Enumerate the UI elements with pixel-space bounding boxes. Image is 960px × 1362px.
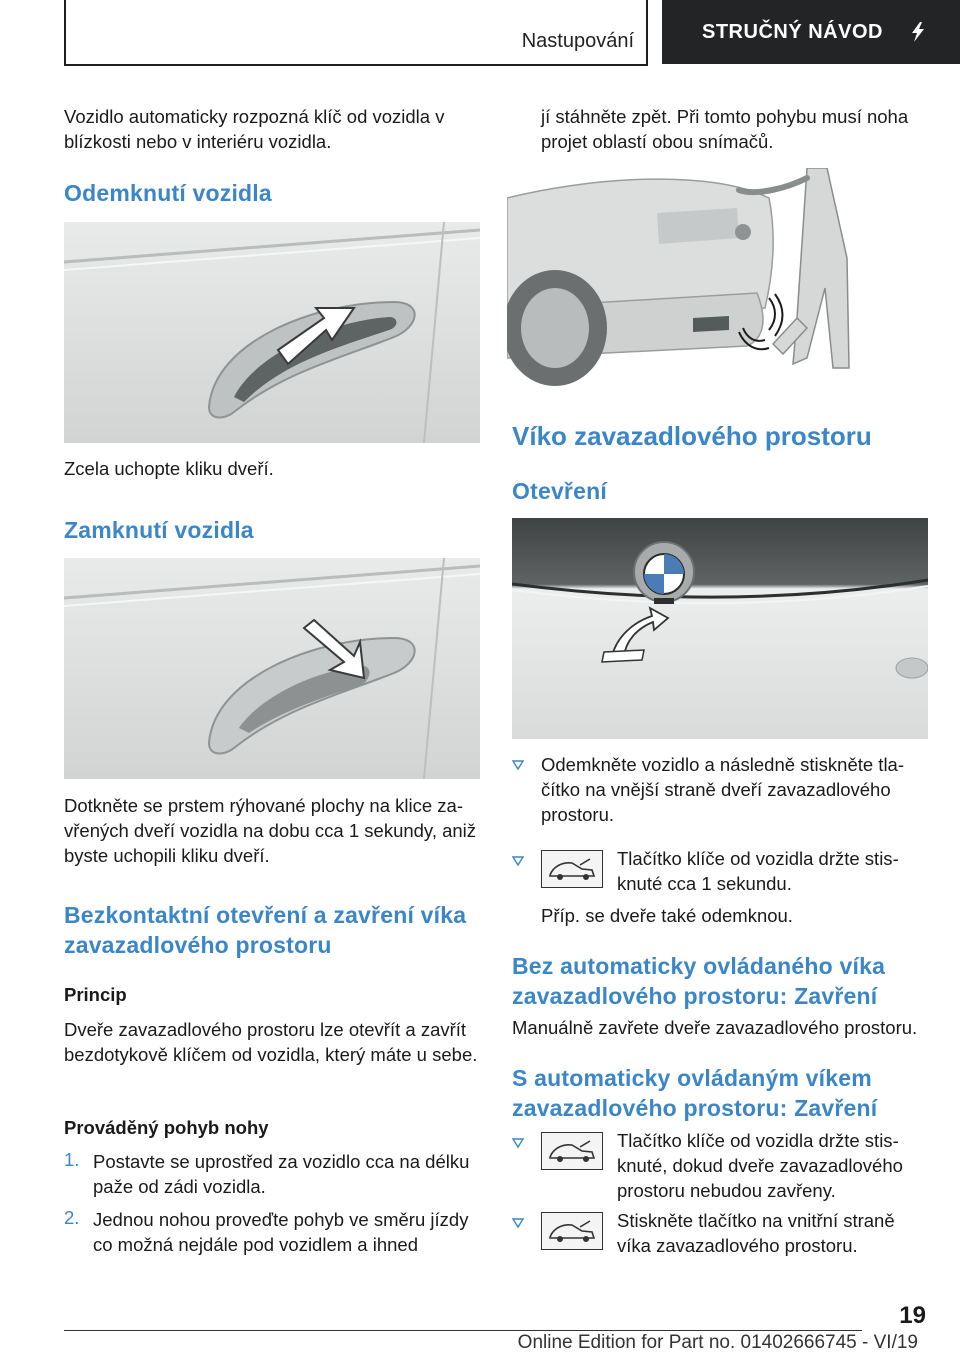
triangle-bullet-icon [512,1137,524,1149]
principle-text: Dveře zavazadlového prostoru lze otevřít a zavřít bezdotykově klíčem od vozidla, který máte u sebe. [64,1019,478,1065]
manual-close-heading: Bez automaticky ovládaného víka zavazadlového prostoru: Zavření [512,953,886,1009]
footer-rule [64,1330,862,1331]
edition-note: Online Edition for Part no. 01402666745 - VI/19 [517,1332,918,1353]
trunk-heading: Víko zavazadlového prostoru [512,421,872,451]
key-trunk-button-icon [541,1212,603,1250]
principle-label: Princip [64,984,127,1005]
step-2-text: Jednou nohou proveďte pohyb ve směru jízdy co možná nejdále pod vozidlem a ihned [93,1209,469,1255]
open-note: Příp. se dveře také odemknou. [541,905,793,926]
open-bullet-1: Odemkněte vozidlo a následně stiskněte tlačítko na vnější straně dveří zavazadlového prostoru. [541,754,905,825]
open-heading: Otevření [512,478,607,504]
door-handle-unlock-image [64,222,480,443]
step-2-number: 2. [64,1207,80,1228]
section-title: Nastupování [521,30,634,52]
triangle-bullet-icon [512,759,524,771]
close-bullet-1: Tlačítko klíče od vozidla držte stisknuté, dokud dveře zavazadlového prostoru nebudou zavřeny. [617,1130,903,1201]
continuation-text: jí stáhněte zpět. Při tomto pohybu musí noha projet oblastí obou snímačů. [541,106,909,152]
manual-close-text: Manuálně zavřete dveře zavazadlového prostoru. [512,1017,918,1038]
header-rule [64,64,648,66]
contactless-heading: Bezkontaktní otevření a zavření víka zavazadlového prostoru [64,902,467,958]
chapter-title: STRUČNÝ NÁVOD [702,20,883,43]
lightning-icon [907,20,929,44]
key-trunk-button-icon [541,850,603,888]
page-number: 19 [899,1302,926,1329]
chapter-tab [662,0,960,64]
auto-close-heading: S automaticky ovládaným víkem zavazadlového prostoru: Zavření [512,1065,878,1121]
triangle-bullet-icon [512,1217,524,1229]
door-handle-lock-image [64,558,480,779]
triangle-bullet-icon [512,855,524,867]
lock-text: Dotkněte se prstem rýhované plochy na klice zavřených dveří vozidla na dobu cca 1 sekundy, aniž byste uchopili kliku dveří. [64,795,477,866]
step-1-number: 1. [64,1149,80,1170]
intro-paragraph: Vozidlo automaticky rozpozná klíč od vozidla v blízkosti nebo v interiéru vozidla. [64,106,445,152]
trunk-button-image [512,518,928,739]
close-bullet-2: Stiskněte tlačítko na vnitřní straně víka zavazadlového prostoru. [617,1210,895,1256]
unlock-heading: Odemknutí vozidla [64,180,272,206]
lock-heading: Zamknutí vozidla [64,517,254,543]
foot-motion-image [507,168,863,390]
unlock-text: Zcela uchopte kliku dveří. [64,458,274,479]
open-bullet-2: Tlačítko klíče od vozidla držte stisknuté cca 1 sekundu. [617,848,899,894]
key-trunk-button-icon [541,1132,603,1170]
step-1-text: Postavte se uprostřed za vozidlo cca na délku paže od zádi vozidla. [93,1151,470,1197]
motion-label: Prováděný pohyb nohy [64,1117,269,1138]
